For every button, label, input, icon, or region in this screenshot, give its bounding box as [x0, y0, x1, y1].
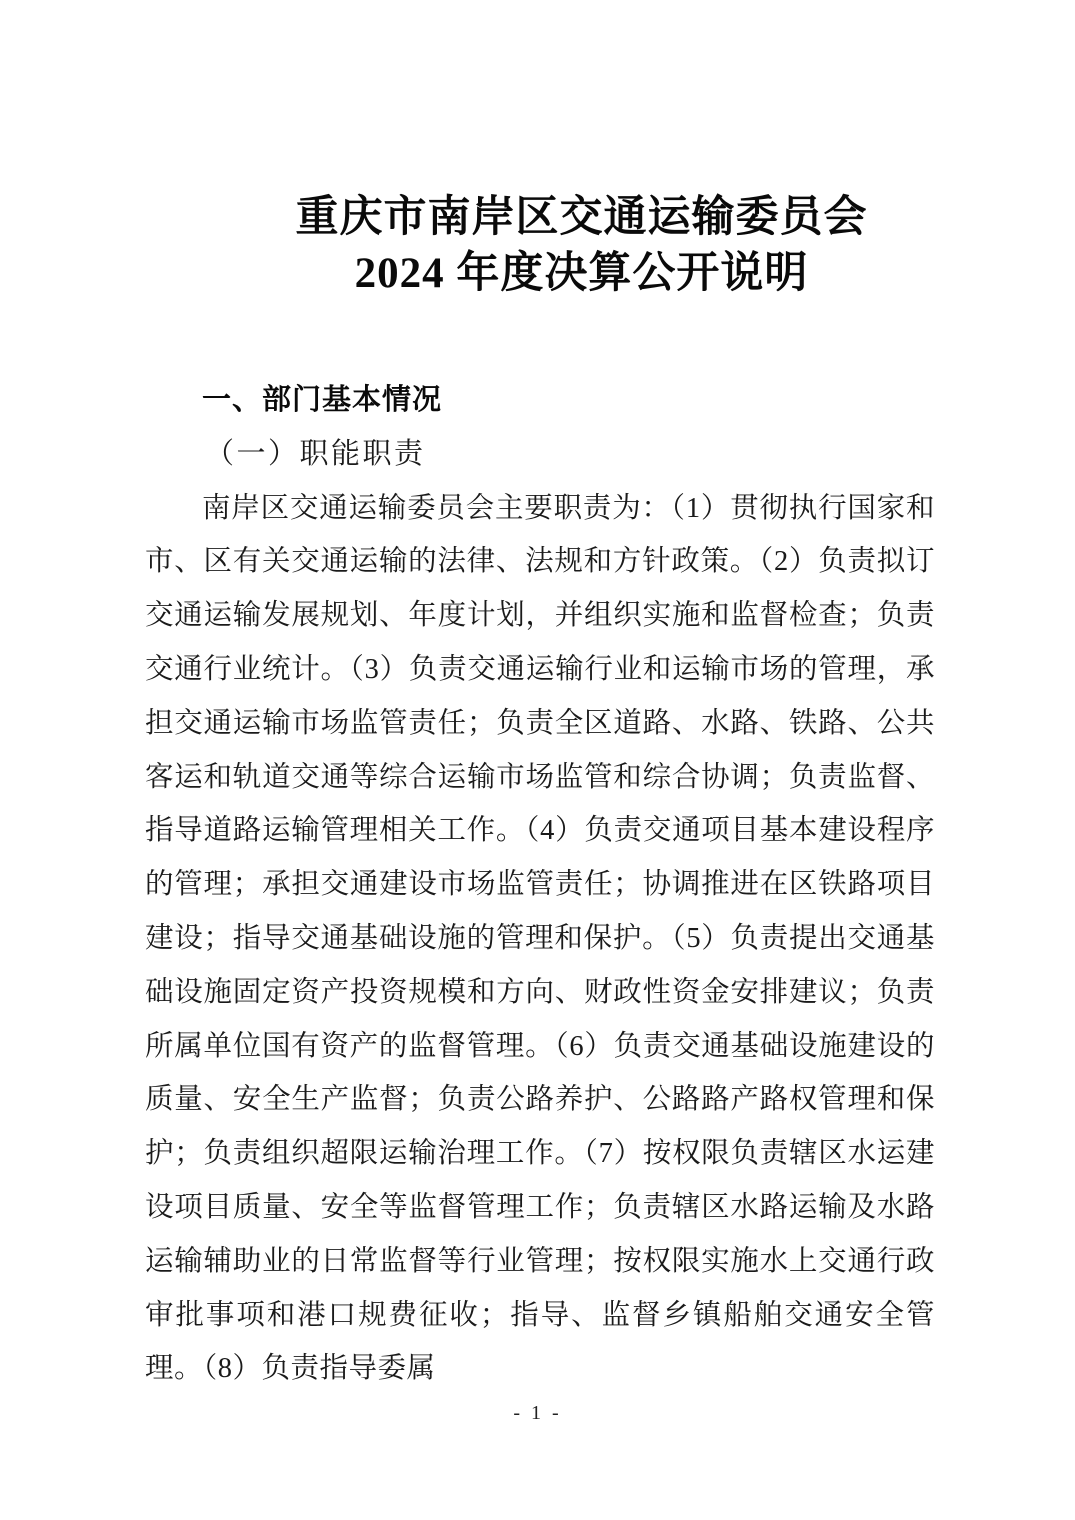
document-title [0, 190, 1075, 302]
subsection-heading-duties: （一）职能职责 [205, 437, 426, 470]
section-heading-basic-situation: 一、部门基本情况 [202, 384, 443, 416]
body-paragraph-duties: 南岸区交通运输委员会主要职责为：（1）贯彻执行国家和市、区有关交通运输的法律、法规和方针政策。（2）负责拟订交通运输发展规划、年度计划，并组织实施和监督检查；负责交通行业统计。（3）负责交通运输行业和运输市场的管理，承担交通运输市场监管责任；负责全区道路、水路、铁路、公共客运和轨道交通等综合运输市场监管和综合协调；负责监督、指导道路运输管理相关工作。（4）负责交通项目基本建设程序的管理；承担交通建设市场监管责任；协调推进在区铁路项目建设；指导交通基础设施的管理和保护。（5）负责提出交通基础设施固定资产投资规模和方向、财政性资金安排建议；负责所属单位国有资产的监督管理。（6）负责交通基础设施建设的质量、安全生产监督；负责公路养护、公路路产路权管理和保护；负责组织超限运输治理工作。（7）按权限负责辖区水运建设项目质量、安全等监督管理工作；负责辖区水路运输及水路运输辅助业的日常监督等行业管理；按权限实施水上交通行政审批事项和港口规费征收；指导、监督乡镇船舶交通安全管理。（8）负责指导委属 [145, 492, 935, 1385]
document-title-line-2: 2024 年度决算公开说明 [354, 250, 809, 297]
document-body [145, 374, 935, 1396]
document-title-line-1: 重庆市南岸区交通运输委员会 [295, 194, 868, 241]
page-number: - 1 - [513, 1402, 562, 1424]
